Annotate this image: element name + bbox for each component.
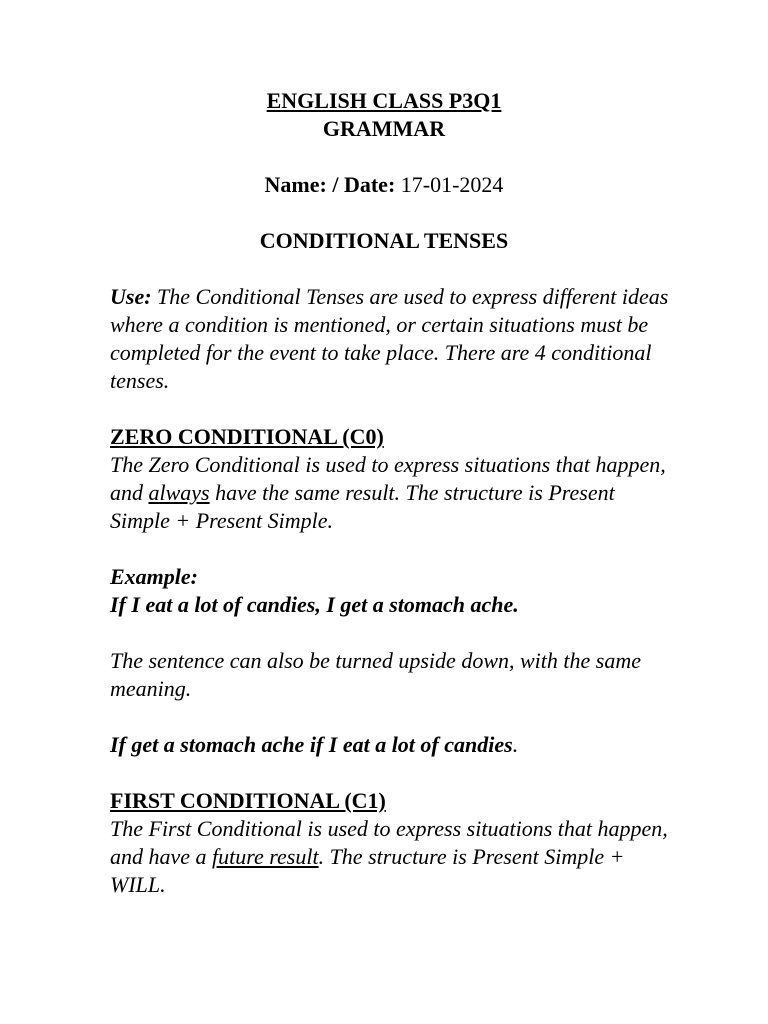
first-desc-part2: . The structure is Present Simple + WILL. (110, 844, 625, 897)
zero-desc-part2: have the same result. The structure is Present Simple + Present Simple. (110, 480, 615, 533)
class-title: ENGLISH CLASS P3Q1 (266, 88, 502, 113)
first-conditional-heading: FIRST CONDITIONAL (C1) (110, 788, 386, 813)
zero-conditional-description (110, 451, 670, 535)
inverted-sentence: If get a stomach ache if I eat a lot of candies (110, 732, 513, 757)
name-date-line (110, 171, 658, 199)
document-page (110, 87, 670, 899)
name-date-label: Name: / Date: (264, 172, 396, 197)
inverted-example (110, 731, 670, 759)
date-value: 17-01-2024 (400, 172, 504, 197)
use-text: The Conditional Tenses are used to express different ideas where a condition is mentioned, or certain situations must be completed for the event to take place. There are 4 conditional tenses. (110, 284, 669, 393)
topic-title: CONDITIONAL TENSES (259, 228, 509, 253)
zero-conditional-heading: ZERO CONDITIONAL (C0) (110, 424, 384, 449)
first-desc-emphasis: future result (212, 844, 319, 869)
inverted-punct: . (512, 732, 519, 757)
inversion-note: The sentence can also be turned upside down, with the same meaning. (110, 648, 641, 701)
use-label: Use: (110, 284, 152, 309)
first-conditional-description (110, 815, 670, 899)
zero-desc-emphasis: always (148, 480, 210, 505)
document-header (110, 87, 658, 255)
first-desc-part1: The First Conditional is used to express situations that happen, and have a (110, 816, 668, 869)
example-sentence: If I eat a lot of candies, I get a stomach ache. (110, 592, 519, 617)
zero-desc-part1: The Zero Conditional is used to express situations that happen, and (110, 452, 666, 505)
use-paragraph (110, 283, 670, 395)
example-label: Example: (110, 564, 198, 589)
subject-title: GRAMMAR (322, 116, 446, 141)
